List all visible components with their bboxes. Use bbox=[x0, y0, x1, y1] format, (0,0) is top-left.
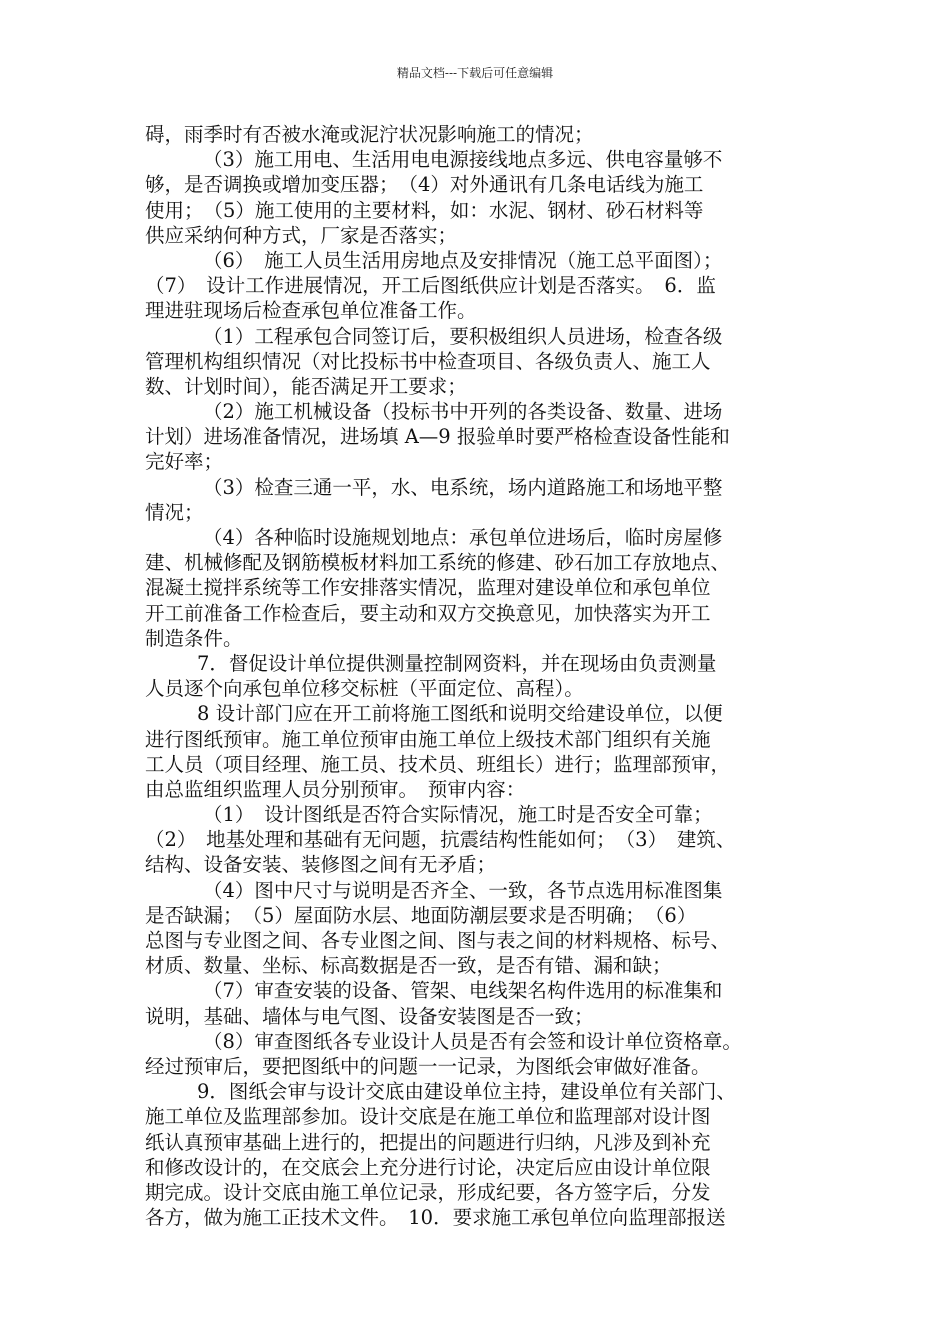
text-line: 9．图纸会审与设计交底由建设单位主持，建设单位有关部门、 bbox=[197, 1080, 736, 1104]
text-line: 是否缺漏； （5）屋面防水层、地面防潮层要求是否明确； （6） bbox=[145, 903, 697, 927]
text-line: （1）工程承包合同签订后，要积极组织人员进场，检查各级 bbox=[203, 324, 723, 348]
text-line: 材质、数量、坐标、标高数据是否一致，是否有错、漏和缺； bbox=[145, 954, 672, 978]
text-line: 开工前准备工作检查后，要主动和双方交换意见，加快落实为开工 bbox=[145, 601, 711, 625]
text-line: 情况； bbox=[145, 500, 204, 524]
text-line: （7）审查安装的设备、管架、电线架名构件选用的标准集和 bbox=[203, 979, 723, 1003]
text-line: 7．督促设计单位提供测量控制网资料，并在现场由负责测量 bbox=[197, 651, 717, 675]
page-header: 精品文档---下载后可任意编辑 bbox=[396, 66, 554, 80]
text-line: 进行图纸预审。施工单位预审由施工单位上级技术部门组织有关施 bbox=[145, 727, 711, 751]
text-line: 施工单位及监理部参加。设计交底是在施工单位和监理部对设计图 bbox=[145, 1105, 711, 1129]
text-line: （1） 设计图纸是否符合实际情况，施工时是否安全可靠； bbox=[203, 803, 713, 827]
text-line: 8 设计部门应在开工前将施工图纸和说明交给建设单位，以便 bbox=[197, 702, 723, 726]
text-line: 说明，基础、墙体与电气图、设备安装图是否一致； bbox=[145, 1004, 594, 1028]
document-body bbox=[145, 122, 825, 1230]
text-line: 计划）进场准备情况，进场填 A—9 报验单时要严格检查设备性能和 bbox=[145, 425, 730, 449]
text-line: 使用； （5）施工使用的主要材料，如：水泥、钢材、砂石材料等 bbox=[145, 198, 704, 222]
text-line: 期完成。设计交底由施工单位记录，形成纪要，各方签字后，分发 bbox=[145, 1180, 711, 1204]
text-line: 理进驻现场后检查承包单位准备工作。 bbox=[145, 299, 477, 323]
text-line: 结构、设备安装、装修图之间有无矛盾； bbox=[145, 853, 497, 877]
text-line: （3）施工用电、生活用电电源接线地点多远、供电容量够不 bbox=[203, 148, 723, 172]
text-line: 碍，雨季时有否被水淹或泥泞状况影响施工的情况； bbox=[145, 123, 594, 146]
text-line: 人员逐个向承包单位移交标桩（平面定位、高程）。 bbox=[145, 677, 584, 701]
text-line: 完好率； bbox=[145, 450, 224, 474]
text-line: 供应采纳何种方式，厂家是否落实； bbox=[145, 223, 458, 247]
text-line: 各方，做为施工正技术文件。 10．要求施工承包单位向监理部报送 bbox=[145, 1206, 726, 1230]
text-line: 制造条件。 bbox=[145, 626, 243, 650]
text-line: 工人员（项目经理、施工员、技术员、班组长）进行；监理部预审， bbox=[145, 752, 731, 776]
text-line: （4）各种临时设施规划地点：承包单位进场后，临时房屋修 bbox=[203, 526, 723, 549]
text-line: （2） 地基处理和基础有无问题，抗震结构性能如何； （3） 建筑、 bbox=[145, 828, 736, 852]
text-line: 管理机构组织情况（对比投标书中检查项目、各级负责人、施工人 bbox=[145, 349, 711, 373]
text-line: 建、机械修配及钢筋模板材料加工系统的修建、砂石加工存放地点、 bbox=[145, 551, 731, 575]
text-line: 和修改设计的，在交底会上充分进行讨论，决定后应由设计单位限 bbox=[145, 1155, 711, 1179]
text-line: 由总监组织监理人员分别预审。 预审内容： bbox=[145, 777, 526, 801]
text-line: 纸认真预审基础上进行的，把提出的问题进行归纳，凡涉及到补充 bbox=[145, 1130, 711, 1154]
text-line: 数、计划时间），能否满足开工要求； bbox=[145, 374, 467, 398]
text-line: （6） 施工人员生活用房地点及安排情况（施工总平面图）； bbox=[203, 248, 723, 272]
text-line: 总图与专业图之间、各专业图之间、图与表之间的材料规格、标号、 bbox=[145, 929, 731, 952]
text-line: 经过预审后，要把图纸中的问题一一记录，为图纸会审做好准备。 bbox=[145, 1054, 711, 1078]
text-line: （3）检查三通一平，水、电系统，场内道路施工和场地平整 bbox=[203, 475, 723, 499]
text-line: 混凝土搅拌系统等工作安排落实情况，监理对建设单位和承包单位 bbox=[145, 576, 711, 600]
text-line: （4）图中尺寸与说明是否齐全、一致，各节点选用标准图集 bbox=[203, 878, 723, 902]
text-line: （7） 设计工作进展情况，开工后图纸供应计划是否落实。 6．监 bbox=[145, 274, 716, 298]
text-line: （8）审查图纸各专业设计人员是否有会签和设计单位资格章。 bbox=[203, 1029, 742, 1053]
text-line: （2）施工机械设备（投标书中开列的各类设备、数量、进场 bbox=[203, 400, 723, 424]
text-line: 够，是否调换或增加变压器； （4）对外通讯有几条电话线为施工 bbox=[145, 173, 704, 197]
